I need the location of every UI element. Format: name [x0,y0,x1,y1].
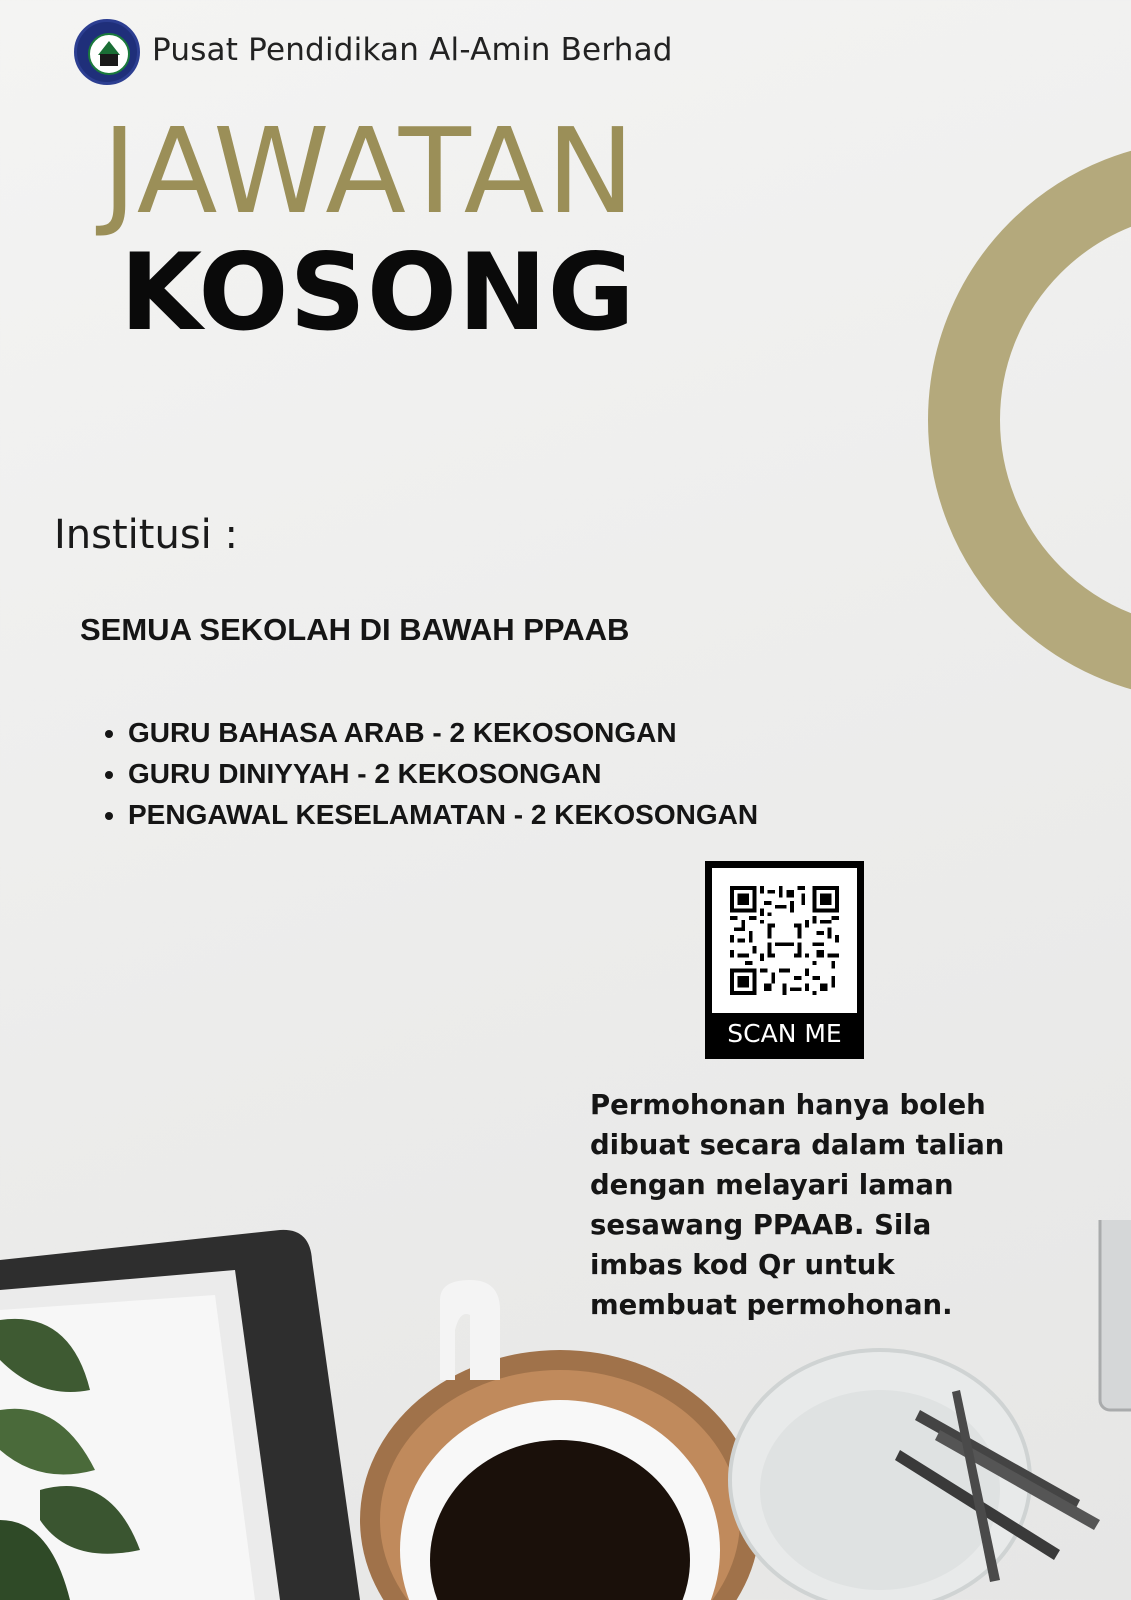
vacancy-list [90,712,758,835]
phone-edge-icon [1100,1220,1131,1410]
title-line-2: KOSONG [120,231,636,354]
application-note: Permohonan hanya boleh dibuat secara dalam talian dengan melayari laman sesawang PPAAB. Sila imbas kod Qr untuk membuat permohonan. [590,1089,1005,1321]
qr-caption: SCAN ME [727,1019,842,1048]
decorative-ring [928,140,1131,700]
title-line-1: JAWATAN [102,102,637,240]
qr-code-icon [730,886,839,995]
pencil-holder-icon [730,1350,1100,1600]
vacancy-item: • GURU BAHASA ARAB - 2 KEKOSONGAN [128,712,758,753]
qr-code-card[interactable] [705,861,864,1059]
institution-value: SEMUA SEKOLAH DI BAWAH PPAAB [80,612,630,647]
vacancy-item: • PENGAWAL KESELAMATAN - 2 KEKOSONGAN [128,794,758,835]
organization-name: Pusat Pendidikan Al-Amin Berhad [152,32,673,68]
school-crest-icon [74,19,140,85]
coffee-mug-icon [360,1280,760,1600]
desk-photo [0,1220,1131,1600]
institution-label: Institusi : [54,512,238,558]
vacancy-item: • GURU DINIYYAH - 2 KEKOSONGAN [128,753,758,794]
notebook-icon [0,1230,360,1600]
